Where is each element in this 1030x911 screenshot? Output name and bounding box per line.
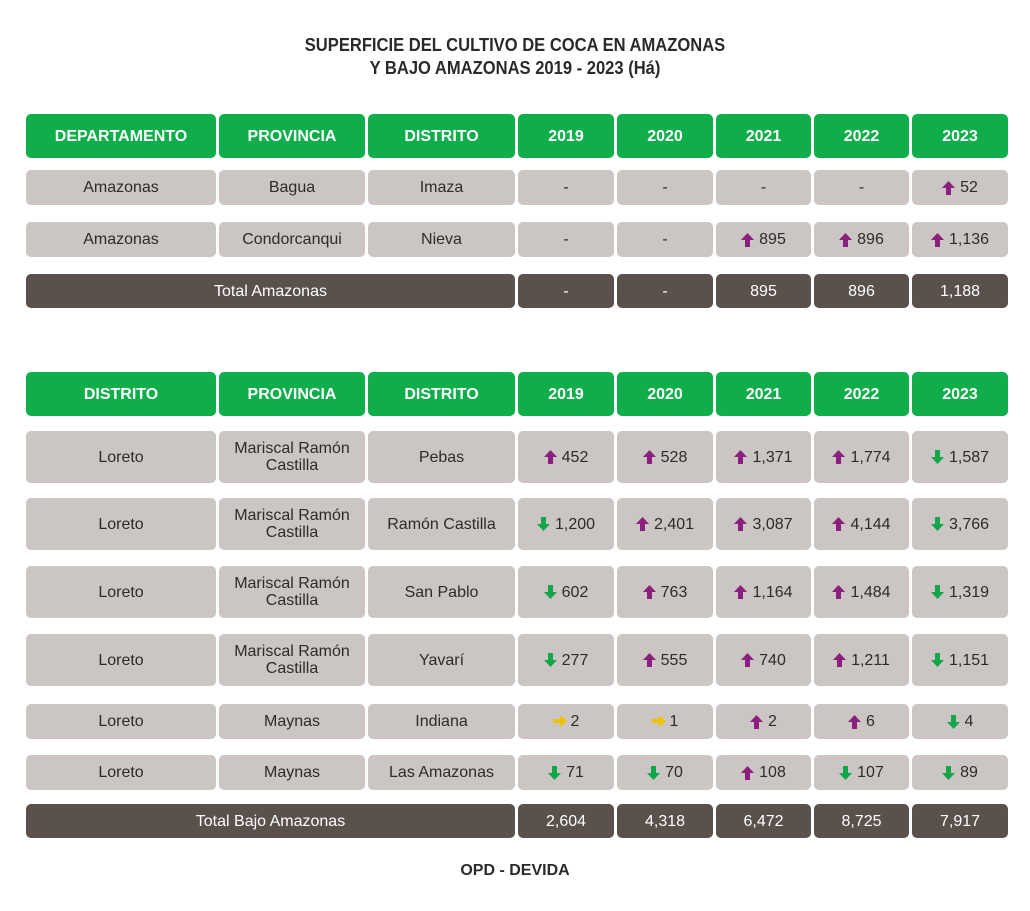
- value-text: 1,164: [752, 583, 793, 601]
- table1-total-row: [0, 274, 1030, 308]
- table2-cell-2021: [716, 755, 811, 790]
- table1-cell-distrito: Nieva: [368, 222, 515, 257]
- value-text: 71: [566, 764, 584, 781]
- arrow-up-icon: [848, 715, 861, 729]
- table2-cell-2019: [518, 566, 614, 618]
- value-text: 555: [660, 651, 688, 669]
- table2-total-row: [0, 804, 1030, 838]
- arrow-up-icon: [750, 715, 763, 729]
- table2-cell-provincia: Mariscal Ramón Castilla: [219, 634, 365, 686]
- table1-cell-2022: [814, 170, 909, 205]
- value-wrap: [931, 516, 989, 533]
- table1-cell-2019: [518, 222, 614, 257]
- table2-cell-2021: [716, 498, 811, 550]
- value-text: 2,401: [653, 515, 695, 533]
- table2-cell-2023: [912, 566, 1008, 618]
- table2-cell-2023: [912, 755, 1008, 790]
- table1-cell-2021: [716, 222, 811, 257]
- value-wrap: [839, 231, 884, 248]
- table1-header-row: [0, 114, 1030, 158]
- table1-cell-2023: [912, 222, 1008, 257]
- arrow-up-icon: [636, 517, 649, 531]
- table2-header-2022: 2022: [814, 372, 909, 416]
- table2-cell-2022: [814, 755, 909, 790]
- table1-cell-2021: [716, 170, 811, 205]
- value-text: 277: [561, 651, 589, 669]
- arrow-up-icon: [833, 653, 846, 667]
- table2-cell-departamento: Loreto: [26, 634, 216, 686]
- table2-cell-2020: [617, 566, 713, 618]
- value-wrap: [553, 713, 580, 730]
- table2-cell-2020: [617, 755, 713, 790]
- arrow-right-icon: [553, 715, 566, 729]
- table2-cell-2019: [518, 755, 614, 790]
- value-text: -: [563, 179, 569, 196]
- title-line-1: SUPERFICIE DEL CULTIVO DE COCA EN AMAZONAS: [304, 35, 726, 55]
- value-text: 2: [570, 713, 580, 730]
- table2-total-2019: 2,604: [518, 804, 614, 838]
- table2-cell-distrito: Pebas: [368, 431, 515, 483]
- table2-header-provincia: PROVINCIA: [219, 372, 365, 416]
- table-row: [0, 170, 1030, 205]
- table2-cell-2019: [518, 704, 614, 739]
- arrow-down-icon: [647, 766, 660, 780]
- value-text: 1,319: [948, 583, 990, 601]
- table2-total-label: Total Bajo Amazonas: [26, 804, 515, 838]
- table2-cell-2020: [617, 498, 713, 550]
- arrow-up-icon: [942, 181, 955, 195]
- value-wrap: [636, 516, 694, 533]
- title-line-2: Y BAJO AMAZONAS 2019 - 2023 (Há): [369, 58, 661, 78]
- value-text: 107: [857, 764, 884, 781]
- value-text: -: [563, 231, 569, 248]
- table1-header-2019: 2019: [518, 114, 614, 158]
- value-wrap: [544, 652, 589, 669]
- arrow-up-icon: [643, 653, 656, 667]
- arrow-down-icon: [942, 766, 955, 780]
- value-text: 70: [665, 764, 683, 781]
- arrow-down-icon: [931, 585, 944, 599]
- arrow-up-icon: [734, 450, 747, 464]
- value-wrap: [643, 449, 688, 466]
- value-text: 1: [669, 713, 679, 730]
- table2-cell-2021: [716, 566, 811, 618]
- arrow-down-icon: [931, 450, 944, 464]
- table2-total-2021: 6,472: [716, 804, 811, 838]
- value-wrap: [931, 584, 989, 601]
- table2-cell-2023: [912, 704, 1008, 739]
- arrow-down-icon: [839, 766, 852, 780]
- table2-cell-provincia: Maynas: [219, 704, 365, 739]
- table2-cell-distrito: Las Amazonas: [368, 755, 515, 790]
- value-text: 1,211: [851, 651, 890, 669]
- table2-header-2020: 2020: [617, 372, 713, 416]
- table1-total-2022: 896: [814, 274, 909, 308]
- table1-cell-provincia: Condorcanqui: [219, 222, 365, 257]
- table-row: [0, 704, 1030, 739]
- table2-header-row: [0, 372, 1030, 416]
- value-wrap: [848, 713, 875, 730]
- source-footer: OPD - DEVIDA: [460, 862, 570, 879]
- arrow-up-icon: [832, 450, 845, 464]
- table2-header-distrito-2: DISTRITO: [368, 372, 515, 416]
- value-text: 1,484: [850, 583, 891, 601]
- value-wrap: [741, 764, 786, 781]
- value-text: 1,136: [948, 231, 990, 248]
- table2-cell-departamento: Loreto: [26, 498, 216, 550]
- table2-cell-departamento: Loreto: [26, 704, 216, 739]
- value-wrap: [832, 449, 890, 466]
- table2-cell-2022: [814, 634, 909, 686]
- value-wrap: [734, 449, 792, 466]
- table2-cell-2019: [518, 634, 614, 686]
- table1-cell-provincia: Bagua: [219, 170, 365, 205]
- value-wrap: [859, 179, 864, 196]
- value-wrap: [741, 231, 786, 248]
- table1-cell-2023: [912, 170, 1008, 205]
- value-text: 89: [960, 764, 978, 781]
- value-wrap: [833, 652, 890, 669]
- value-text: -: [662, 179, 668, 196]
- table1-total-2021: 895: [716, 274, 811, 308]
- value-wrap: [662, 179, 667, 196]
- table1-header-provincia: PROVINCIA: [219, 114, 365, 158]
- value-text: -: [858, 179, 865, 196]
- table-row: [0, 755, 1030, 790]
- table2-total-2022: 8,725: [814, 804, 909, 838]
- value-wrap: [832, 584, 890, 601]
- value-text: -: [662, 231, 668, 248]
- table1-header-distrito: DISTRITO: [368, 114, 515, 158]
- table1-total-2020: -: [617, 274, 713, 308]
- table2-cell-departamento: Loreto: [26, 431, 216, 483]
- table-row: [0, 566, 1030, 618]
- arrow-up-icon: [839, 233, 852, 247]
- chart-title: [41, 34, 989, 80]
- arrow-up-icon: [643, 585, 656, 599]
- table2-cell-distrito: Yavarí: [368, 634, 515, 686]
- value-wrap: [761, 179, 766, 196]
- value-text: -: [760, 179, 767, 196]
- value-text: 895: [759, 231, 786, 248]
- value-text: 1,774: [850, 448, 891, 466]
- table2-cell-departamento: Loreto: [26, 566, 216, 618]
- value-wrap: [643, 652, 688, 669]
- table2-cell-2023: [912, 431, 1008, 483]
- value-wrap: [947, 713, 974, 730]
- value-text: 4: [964, 713, 974, 730]
- value-wrap: [942, 764, 978, 781]
- value-text: 4,144: [850, 515, 891, 533]
- arrow-down-icon: [537, 517, 550, 531]
- arrow-up-icon: [544, 450, 557, 464]
- arrow-down-icon: [931, 517, 944, 531]
- table1-cell-2019: [518, 170, 614, 205]
- value-wrap: [544, 449, 589, 466]
- value-text: 528: [660, 448, 688, 466]
- table1-cell-2020: [617, 170, 713, 205]
- value-wrap: [537, 516, 595, 533]
- arrow-up-icon: [741, 766, 754, 780]
- table1-cell-departamento: Amazonas: [26, 170, 216, 205]
- value-wrap: [750, 713, 777, 730]
- table2-header-2019: 2019: [518, 372, 614, 416]
- value-text: 1,587: [948, 448, 990, 466]
- value-wrap: [563, 231, 568, 248]
- table2-cell-provincia: Mariscal Ramón Castilla: [219, 566, 365, 618]
- table2-cell-2020: [617, 634, 713, 686]
- value-text: 2: [768, 713, 777, 730]
- table1-cell-2020: [617, 222, 713, 257]
- value-text: 1,371: [752, 448, 793, 466]
- table2-cell-2020: [617, 431, 713, 483]
- table2-cell-2020: [617, 704, 713, 739]
- arrow-up-icon: [931, 233, 944, 247]
- table1-header-2023: 2023: [912, 114, 1008, 158]
- arrow-up-icon: [832, 517, 845, 531]
- value-text: 763: [660, 583, 688, 601]
- value-wrap: [832, 516, 890, 533]
- value-wrap: [563, 179, 568, 196]
- value-wrap: [931, 231, 989, 248]
- table2-cell-2019: [518, 498, 614, 550]
- value-wrap: [839, 764, 884, 781]
- table2-cell-2019: [518, 431, 614, 483]
- table1-total-label: Total Amazonas: [26, 274, 515, 308]
- table1-header-departamento: DEPARTAMENTO: [26, 114, 216, 158]
- table-row: [0, 498, 1030, 550]
- table2-total-2020: 4,318: [617, 804, 713, 838]
- table1-total-2023: 1,188: [912, 274, 1008, 308]
- value-text: 602: [561, 583, 589, 601]
- table1-cell-distrito: Imaza: [368, 170, 515, 205]
- table2-cell-2021: [716, 431, 811, 483]
- table-row: [0, 634, 1030, 686]
- value-text: 452: [561, 448, 589, 466]
- table-row: [0, 431, 1030, 483]
- table2-cell-2022: [814, 704, 909, 739]
- value-text: 3,087: [752, 515, 793, 533]
- value-text: 108: [759, 764, 786, 781]
- table2-cell-2023: [912, 498, 1008, 550]
- table2-cell-2022: [814, 431, 909, 483]
- arrow-up-icon: [741, 233, 754, 247]
- value-text: 52: [960, 179, 978, 196]
- arrow-down-icon: [544, 653, 557, 667]
- table1-header-2021: 2021: [716, 114, 811, 158]
- value-wrap: [734, 584, 792, 601]
- value-text: 6: [866, 713, 875, 730]
- value-text: 740: [759, 651, 786, 669]
- table2-cell-departamento: Loreto: [26, 755, 216, 790]
- table-row: [0, 222, 1030, 257]
- value-wrap: [548, 764, 584, 781]
- value-text: 1,151: [948, 651, 990, 669]
- table1-cell-2022: [814, 222, 909, 257]
- arrow-down-icon: [548, 766, 561, 780]
- value-text: 3,766: [948, 515, 990, 533]
- table2-cell-distrito: San Pablo: [368, 566, 515, 618]
- value-text: 1,200: [554, 515, 596, 533]
- value-wrap: [741, 652, 786, 669]
- arrow-up-icon: [734, 585, 747, 599]
- value-wrap: [931, 652, 989, 669]
- value-wrap: [662, 231, 667, 248]
- arrow-up-icon: [734, 517, 747, 531]
- table2-header-distrito: DISTRITO: [26, 372, 216, 416]
- value-wrap: [652, 713, 679, 730]
- arrow-down-icon: [931, 653, 944, 667]
- table2-cell-provincia: Maynas: [219, 755, 365, 790]
- table1-total-2019: -: [518, 274, 614, 308]
- table2-cell-distrito: Ramón Castilla: [368, 498, 515, 550]
- table2-cell-2022: [814, 566, 909, 618]
- table2-cell-2023: [912, 634, 1008, 686]
- value-wrap: [734, 516, 792, 533]
- value-wrap: [942, 179, 978, 196]
- table1-header-2022: 2022: [814, 114, 909, 158]
- table1-cell-departamento: Amazonas: [26, 222, 216, 257]
- arrow-up-icon: [643, 450, 656, 464]
- value-wrap: [643, 584, 688, 601]
- table2-cell-provincia: Mariscal Ramón Castilla: [219, 431, 365, 483]
- value-text: 896: [857, 231, 884, 248]
- arrow-right-icon: [652, 715, 665, 729]
- table2-header-2023: 2023: [912, 372, 1008, 416]
- arrow-up-icon: [741, 653, 754, 667]
- table2-cell-2022: [814, 498, 909, 550]
- arrow-down-icon: [947, 715, 960, 729]
- arrow-down-icon: [544, 585, 557, 599]
- table1-header-2020: 2020: [617, 114, 713, 158]
- table2-cell-2021: [716, 634, 811, 686]
- table2-cell-distrito: Indiana: [368, 704, 515, 739]
- value-wrap: [544, 584, 589, 601]
- table2-cell-provincia: Mariscal Ramón Castilla: [219, 498, 365, 550]
- table2-header-2021: 2021: [716, 372, 811, 416]
- value-wrap: [931, 449, 989, 466]
- table2-cell-2021: [716, 704, 811, 739]
- table2-total-2023: 7,917: [912, 804, 1008, 838]
- value-wrap: [647, 764, 683, 781]
- arrow-up-icon: [832, 585, 845, 599]
